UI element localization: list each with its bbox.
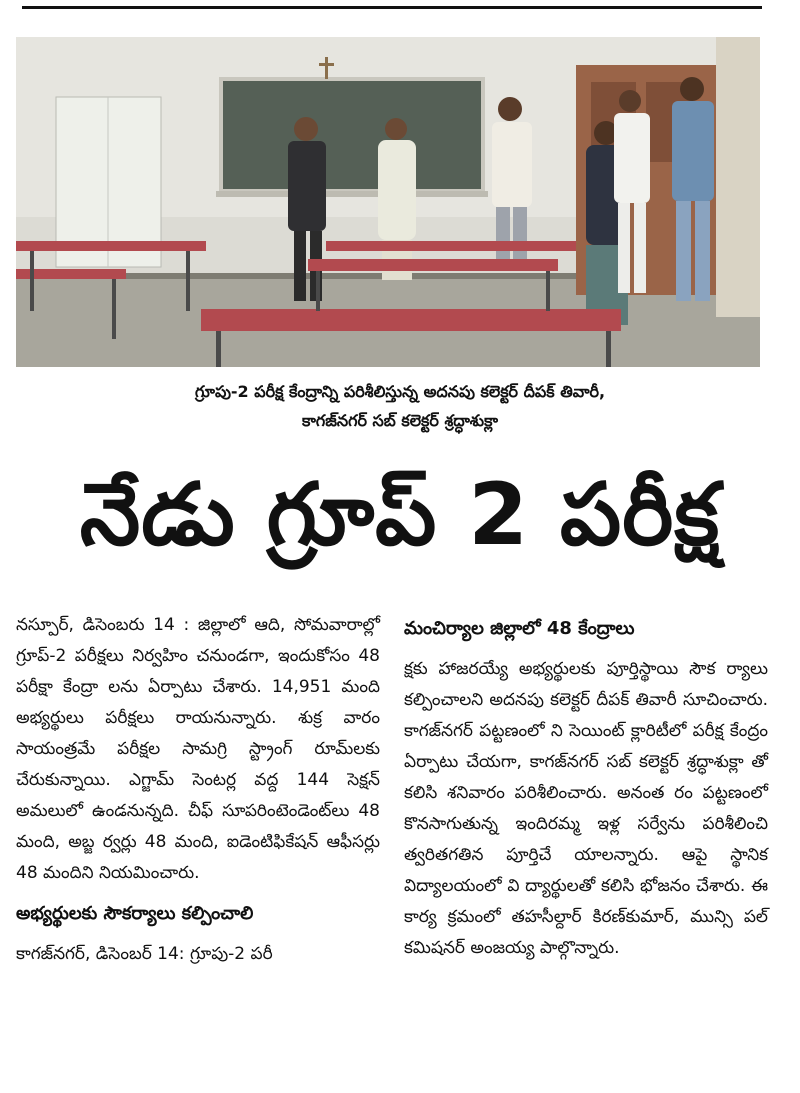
headline: నేడు గ్రూప్ 2 పరీక్ష (79, 465, 721, 565)
top-rule (22, 6, 762, 9)
right-subheading: మంచిర్యాల జిల్లాలో 48 కేంద్రాలు (404, 618, 635, 639)
left-column (16, 610, 380, 970)
left-paragraph-1: నస్పూర్, డిసెంబరు 14 : జిల్లాలో ఆది, సోమవారాల్లో గ్రూప్-2 పరీక్షలు నిర్వహిం చనుండగా, ఇందుకోసం 48 పరీక్షా కేంద్రా లను ఏర్పాటు చేశారు. 14,951 మంది అభ్యర్థులు పరీక్షలు రాయనున్నారు. శుక్ర వారం సాయంత్రమే పరీక్షల సామగ్రి స్ట్రాంగ్ రూమ్‌లకు చేరుకున్నాయి. ఎగ్జామ్ సెంటర్ల వద్ద 144 సెక్షన్ అమలులో ఉండనున్నది. చీఫ్ సూపరింటెండెంట్‌లు 48 మంది, అబ్జ ర్వర్లు 48 మంది, ఐడెంటిఫికేషన్ ఆఫీసర్లు 48 మందిని నియమించారు. (16, 615, 380, 883)
right-column (404, 610, 768, 964)
left-subheading: అభ్యర్థులకు సౌకర్యాలు కల్పించాలి (16, 903, 254, 924)
classroom-photo-illustration (16, 37, 760, 367)
right-paragraph: క్షకు హాజరయ్యే అభ్యర్థులకు పూర్తిస్థాయి సౌక ర్యాలు కల్పించాలని అదనపు కలెక్టర్ దీపక్ తివారీ సూచించారు. కాగజ్‌నగర్ పట్టణంలో ని సెయింట్ క్లారిటీలో పరీక్ష కేంద్రం ఏర్పాటు చేయగా, కాగజ్‌నగర్ సబ్ కలెక్టర్ శ్రద్ధాశుక్లా తో కలిసి శనివారం పరిశీలించారు. అనంత రం పట్టణంలో కొనసాగుతున్న ఇందిరమ్మ ఇళ్ల సర్వేను పరిశీలించి త్వరితగతిన పూర్తిచే యాలన్నారు. ఆపై స్థానిక విద్యాలయంలో వి ద్యార్థులతో కలిసి భోజనం చేశారు. ఈ కార్య క్రమంలో తహసీల్దార్ కిరణ్‌కుమార్, మున్సి పల్ కమిషనర్ అంజయ్య పాల్గొన్నారు. (404, 659, 768, 958)
news-photo (16, 37, 760, 367)
photo-caption-line2: కాగజ్‌నగర్ సబ్ కలెక్టర్ శ్రద్ధాశుక్లా (302, 411, 498, 430)
photo-caption-line1: గ్రూపు-2 పరీక్ష కేంద్రాన్ని పరిశీలిస్తున్న అదనపు కలెక్టర్ దీపక్ తివారీ, (194, 382, 606, 401)
left-paragraph-2: కాగజ్‌నగర్, డిసెంబర్ 14: గ్రూపు-2 పరీ (16, 944, 273, 964)
